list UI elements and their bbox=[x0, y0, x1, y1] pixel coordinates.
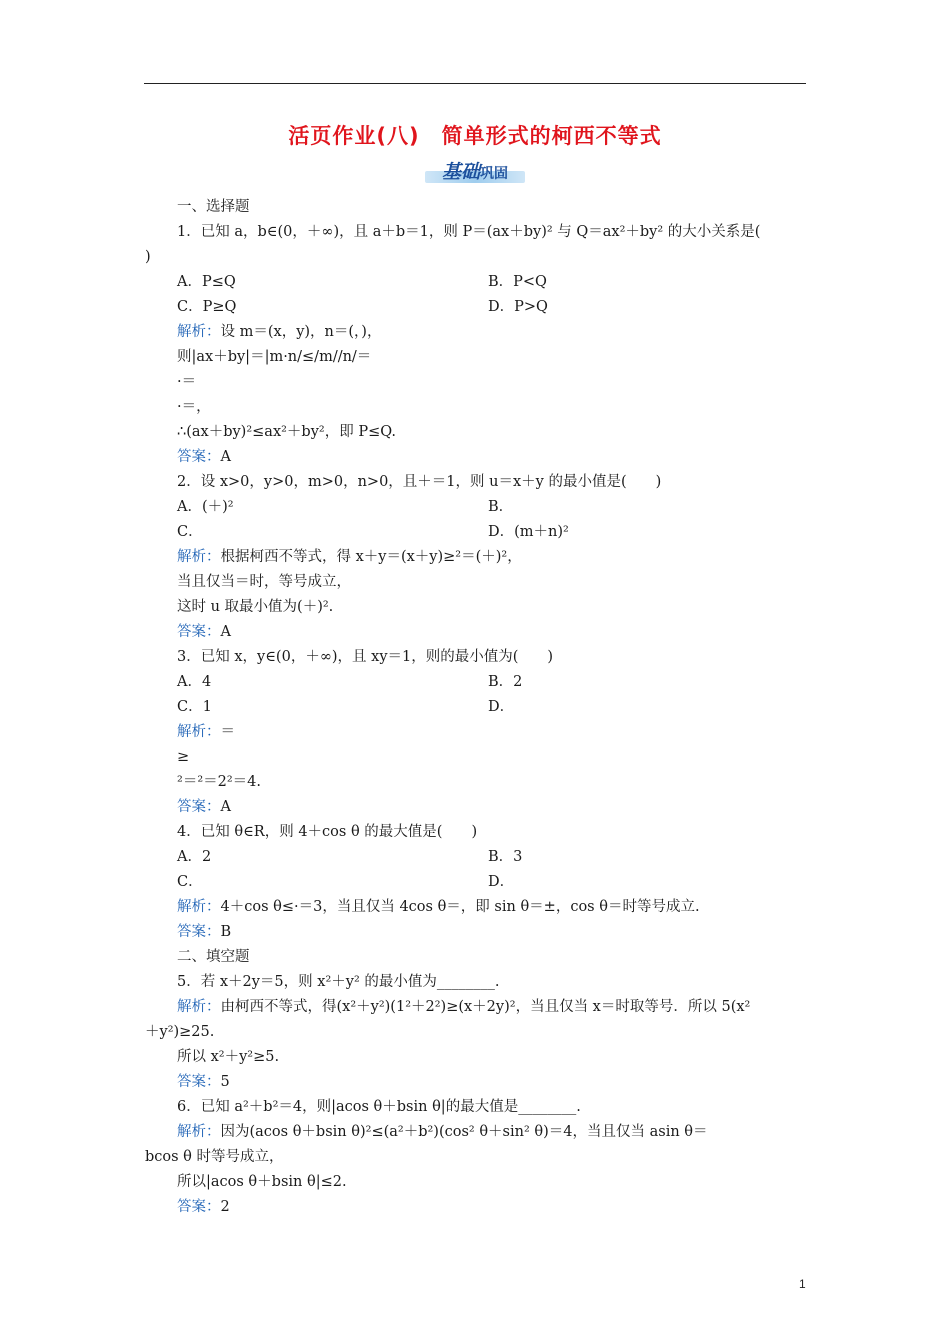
text-line bbox=[177, 1123, 708, 1141]
section-badge-main: 基础 bbox=[441, 161, 480, 183]
text-line: 则|ax＋by|＝|m·n/≤/m//n/＝ bbox=[177, 349, 372, 365]
text-line: A．2 bbox=[177, 849, 212, 865]
answer-label: 解析： bbox=[177, 899, 221, 915]
text-line bbox=[177, 448, 231, 466]
line-content: B bbox=[220, 924, 232, 940]
text-line bbox=[177, 798, 231, 816]
answer-label: 解析： bbox=[177, 999, 221, 1015]
text-line: bcos θ 时等号成立， bbox=[145, 1149, 284, 1165]
text-line: ·＝ bbox=[177, 374, 197, 390]
text-line: ²＝²＝2²＝4. bbox=[177, 774, 261, 790]
text-line: B． bbox=[488, 499, 514, 515]
text-line: B．P<Q bbox=[488, 274, 547, 290]
line-content: A bbox=[220, 624, 231, 640]
text-line: A．(＋)² bbox=[177, 499, 234, 515]
line-content: 根据柯西不等式，得 x＋y＝(x＋y)≥²＝(＋)²， bbox=[220, 549, 522, 565]
text-line bbox=[177, 1198, 230, 1216]
text-line: B．3 bbox=[488, 849, 523, 865]
text-line: A．4 bbox=[177, 674, 212, 690]
answer-label: 解析： bbox=[177, 1124, 221, 1140]
answer-label: 答案： bbox=[177, 624, 221, 640]
text-line: ＋y²)≥25. bbox=[145, 1024, 215, 1040]
answer-label: 解析： bbox=[177, 324, 221, 340]
answer-label: 解析： bbox=[177, 724, 221, 740]
text-line: 5．若 x＋2y＝5，则 x²＋y² 的最小值为________. bbox=[177, 974, 500, 990]
text-line: D．(m＋n)² bbox=[488, 524, 569, 540]
text-line: 3．已知 x，y∈(0，＋∞)，且 xy＝1，则的最小值为( ) bbox=[177, 649, 554, 665]
text-line: 一、选择题 bbox=[177, 199, 250, 215]
text-line: B．2 bbox=[488, 674, 523, 690]
text-line: C．P≥Q bbox=[177, 299, 237, 315]
text-line bbox=[177, 623, 231, 641]
text-line bbox=[177, 723, 235, 741]
answer-label: 解析： bbox=[177, 549, 221, 565]
line-content: 2 bbox=[220, 1199, 230, 1215]
text-line: D． bbox=[488, 874, 515, 890]
page-title: 活页作业(八) 简单形式的柯西不等式 bbox=[288, 124, 662, 148]
text-line: C． bbox=[177, 524, 203, 540]
answer-label: 答案： bbox=[177, 799, 221, 815]
text-line: 这时 u 取最小值为(＋)². bbox=[177, 599, 334, 615]
text-line bbox=[177, 1073, 230, 1091]
line-content: ＝ bbox=[220, 724, 235, 740]
section-badge bbox=[425, 157, 525, 185]
line-content: 设 m＝(x，y)，n＝(，)， bbox=[220, 324, 382, 340]
answer-label: 答案： bbox=[177, 1199, 221, 1215]
text-line bbox=[177, 923, 231, 941]
text-line bbox=[177, 323, 381, 341]
text-line: ·＝， bbox=[177, 399, 211, 415]
line-content: A bbox=[220, 449, 231, 465]
page-number: 1 bbox=[799, 1277, 806, 1291]
text-line: D． bbox=[488, 699, 515, 715]
line-content: 因为(acos θ＋bsin θ)²≤(a²＋b²)(cos² θ＋sin² θ)＝4，当且仅当 asin θ＝ bbox=[220, 1124, 708, 1140]
text-line bbox=[177, 548, 522, 566]
header-rule bbox=[144, 83, 806, 84]
text-line: 当且仅当＝时，等号成立， bbox=[177, 574, 351, 590]
text-line: 6．已知 a²＋b²＝4，则|acos θ＋bsin θ|的最大值是________. bbox=[177, 1099, 581, 1115]
line-content: 4＋cos θ≤·＝3，当且仅当 4cos θ＝，即 sin θ＝±，cos θ＝时等号成立. bbox=[220, 899, 700, 915]
answer-label: 答案： bbox=[177, 924, 221, 940]
text-line: 所以|acos θ＋bsin θ|≤2. bbox=[177, 1174, 347, 1190]
text-line bbox=[177, 998, 750, 1016]
text-line: 所以 x²＋y²≥5. bbox=[177, 1049, 280, 1065]
text-line: ≥ bbox=[177, 749, 190, 765]
line-content: 由柯西不等式，得(x²＋y²)(1²＋2²)≥(x＋2y)²，当且仅当 x＝时取等号．所以 5(x² bbox=[220, 999, 751, 1015]
text-line: D．P>Q bbox=[488, 299, 548, 315]
line-content: 5 bbox=[220, 1074, 230, 1090]
text-line: A．P≤Q bbox=[177, 274, 236, 290]
answer-label: 答案： bbox=[177, 449, 221, 465]
text-line: C．1 bbox=[177, 699, 212, 715]
text-line bbox=[177, 898, 700, 916]
text-line: ∴(ax＋by)²≤ax²＋by²，即 P≤Q. bbox=[177, 424, 397, 440]
line-content: A bbox=[220, 799, 231, 815]
text-line: 1．已知 a，b∈(0，＋∞)，且 a＋b＝1，则 P＝(ax＋by)² 与 Q＝ax²＋by² 的大小关系是( bbox=[177, 224, 761, 240]
answer-label: 答案： bbox=[177, 1074, 221, 1090]
section-badge-sub: 巩固 bbox=[480, 166, 508, 182]
text-line: 二、填空题 bbox=[177, 949, 250, 965]
text-line: 4．已知 θ∈R，则 4＋cos θ 的最大值是( ) bbox=[177, 824, 478, 840]
text-line: C． bbox=[177, 874, 203, 890]
text-line: ) bbox=[145, 249, 151, 265]
text-line: 2．设 x>0，y>0，m>0，n>0，且＋＝1，则 u＝x＋y 的最小值是( ) bbox=[177, 474, 662, 490]
